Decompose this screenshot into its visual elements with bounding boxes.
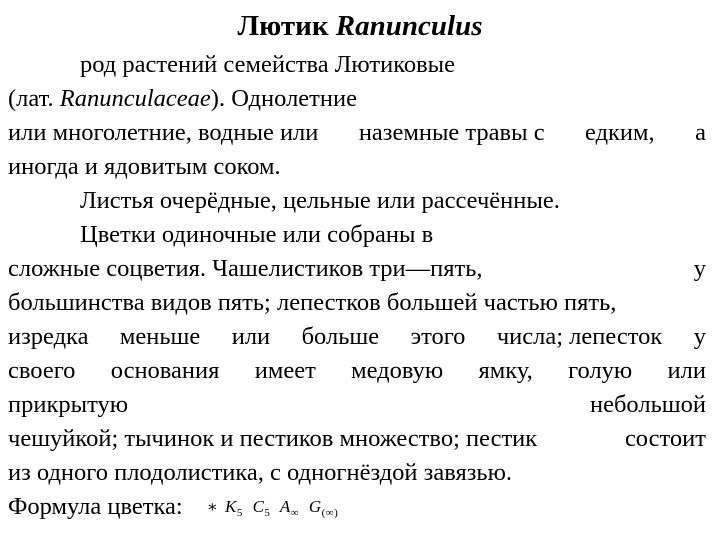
text-fragment: больше xyxy=(301,323,380,350)
text-fragment: едким, xyxy=(585,119,655,146)
formula-subscript: (∞) xyxy=(321,507,339,519)
text-fragment: чешуйкой; тычинок и пестиков множество; пестик xyxy=(8,425,538,452)
text-fragment: голую xyxy=(568,357,633,384)
text-fragment: основания xyxy=(110,357,220,384)
page-title xyxy=(0,6,720,46)
text-line-justified xyxy=(8,422,706,456)
text-fragment: изредка xyxy=(8,323,89,350)
text-fragment: сложные соцветия. Чашелистиков три—пять, xyxy=(8,255,483,282)
formula-subscript: 5 xyxy=(264,507,271,519)
formula-label: Формула цветка: xyxy=(8,493,183,520)
text-fragment: у xyxy=(693,255,706,282)
text-line xyxy=(8,82,706,116)
text-line-justified xyxy=(8,388,706,422)
text-fragment: или xyxy=(667,357,706,384)
actinomorphic-star-icon: ∗ xyxy=(206,499,219,516)
title-russian-name: Лютик xyxy=(237,10,329,42)
flower-formula xyxy=(207,490,343,530)
formula-subscript: 5 xyxy=(236,507,243,519)
text-fragment: этого xyxy=(410,323,466,350)
text-fragment: наземные травы с xyxy=(358,119,545,146)
text-fragment: ). Однолетние xyxy=(210,85,357,112)
text-fragment: состоит xyxy=(624,425,706,452)
text-fragment: (лат. xyxy=(8,85,60,112)
text-fragment: прикрытую xyxy=(8,391,129,418)
latin-family-name: Ranunculaceae xyxy=(59,85,211,112)
formula-symbol-gynoecium: G xyxy=(308,497,322,516)
formula-symbol-calyx: K xyxy=(224,497,237,516)
text-line-justified xyxy=(8,286,706,320)
text-fragment: у xyxy=(693,323,706,350)
text-fragment: небольшой xyxy=(589,391,706,418)
text-fragment: числа; лепесток xyxy=(496,323,663,350)
formula-symbol-corolla: C xyxy=(252,497,265,516)
text-fragment: медовую xyxy=(351,357,444,384)
text-fragment: меньше xyxy=(119,323,201,350)
text-line-justified xyxy=(8,252,706,286)
title-latin-name: Ranunculus xyxy=(335,10,483,42)
text-fragment: имеет xyxy=(254,357,316,384)
text-fragment: или xyxy=(231,323,271,350)
text-fragment: или многолетние, водные или xyxy=(8,119,319,146)
text-line: род растений семейства Лютиковые xyxy=(80,51,456,78)
text-line-justified xyxy=(8,320,706,354)
text-line: Цветки одиночные или собраны в xyxy=(80,221,434,248)
text-line: иногда и ядовитым соком. xyxy=(8,153,281,180)
text-fragment: ямку, xyxy=(478,357,533,384)
flower-formula-line xyxy=(8,490,706,530)
text-line-justified xyxy=(8,116,706,150)
formula-subscript: ∞ xyxy=(290,507,300,519)
text-line-justified xyxy=(8,354,706,388)
text-fragment: большинства видов пять; лепестков большей частью пять, xyxy=(8,289,617,316)
text-fragment: своего xyxy=(8,357,76,384)
text-line: из одного плодолистика, с одногнёздой завязью. xyxy=(8,459,512,486)
text-fragment: а xyxy=(695,119,706,146)
formula-symbol-androecium: A xyxy=(279,497,291,516)
text-line: Листья очерёдные, цельные или рассечённые. xyxy=(80,187,560,214)
